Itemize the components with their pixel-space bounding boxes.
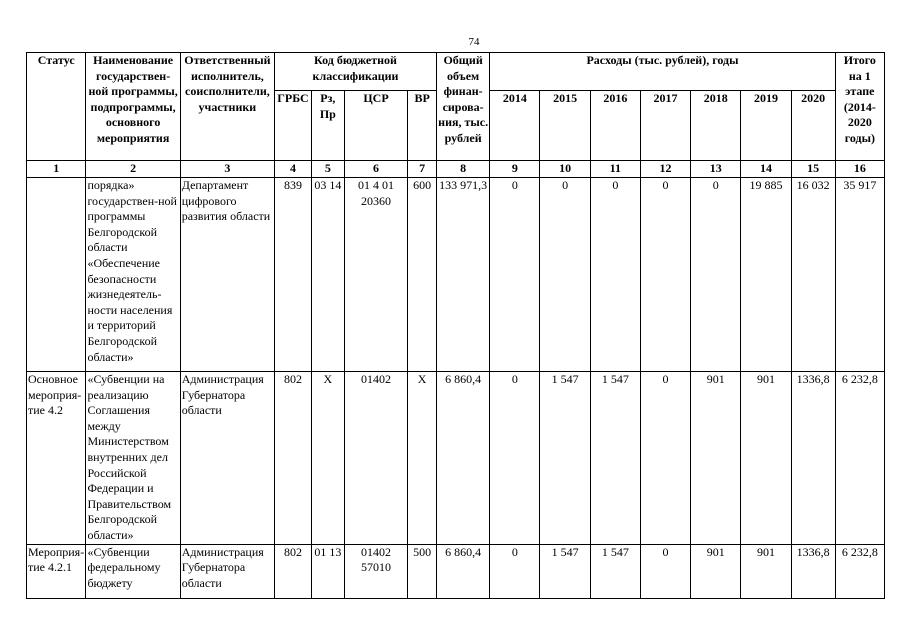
cell-year-2015: 0: [540, 178, 590, 372]
header-rz-pr: Рз, Пр: [311, 91, 344, 161]
cell-stage-total: 6 232,8: [835, 544, 884, 598]
header-vr: ВР: [408, 91, 437, 161]
cell-year-2015: 1 547: [540, 372, 590, 545]
header-year-2019: 2019: [741, 91, 791, 161]
cell-program-name: порядка» государствен-ной программы Белгородской области «Обеспечение безопасности жизнедеятель-ности населения и территорий Белгородской области»: [86, 178, 180, 372]
cell-year-2014: 0: [490, 178, 540, 372]
cell-vr: 600: [408, 178, 437, 372]
header-total: Общий объем финан-сирова-ния, тыс. рублей: [436, 53, 489, 161]
cell-vr: Х: [408, 372, 437, 545]
cell-program-name: «Субвенции на реализацию Соглашения между Министерством внутренних дел Российской Федерации и Правительством Белгородской области»: [86, 372, 180, 545]
cell-year-2019: 901: [741, 544, 791, 598]
column-number: 8: [436, 161, 489, 178]
cell-csr: 01402: [344, 372, 408, 545]
budget-table: [26, 52, 885, 599]
cell-year-2017: 0: [640, 178, 690, 372]
header-year-2016: 2016: [590, 91, 640, 161]
table-row: [27, 372, 885, 545]
table-row: [27, 178, 885, 372]
cell-rz-pr: 03 14: [311, 178, 344, 372]
cell-grbs: 839: [275, 178, 312, 372]
cell-rz-pr: 01 13: [311, 544, 344, 598]
header-stage-total: Итого на 1 этапе (2014-2020 годы): [835, 53, 884, 161]
header-expenses: Расходы (тыс. рублей), годы: [490, 53, 835, 91]
cell-year-2017: 0: [640, 372, 690, 545]
table-row: [27, 544, 885, 598]
cell-year-2019: 19 885: [741, 178, 791, 372]
column-number: 9: [490, 161, 540, 178]
header-program-name: Наименование государствен-ной программы, подпрограммы, основного мероприятия: [86, 53, 180, 161]
cell-status: Мероприя-тие 4.2.1: [27, 544, 86, 598]
cell-year-2018: 0: [691, 178, 741, 372]
cell-status: [27, 178, 86, 372]
cell-year-2020: 1336,8: [791, 372, 835, 545]
column-number: 6: [344, 161, 408, 178]
cell-year-2016: 1 547: [590, 372, 640, 545]
cell-year-2016: 0: [590, 178, 640, 372]
cell-grbs: 802: [275, 372, 312, 545]
cell-year-2018: 901: [691, 544, 741, 598]
header-grbs: ГРБС: [275, 91, 312, 161]
header-year-2014: 2014: [490, 91, 540, 161]
header-year-2018: 2018: [691, 91, 741, 161]
cell-executor: Администрация Губернатора области: [180, 544, 274, 598]
cell-year-2016: 1 547: [590, 544, 640, 598]
header-status: Статус: [27, 53, 86, 161]
cell-stage-total: 35 917: [835, 178, 884, 372]
column-number: 15: [791, 161, 835, 178]
header-budget-code: Код бюджетной классификации: [275, 53, 437, 91]
cell-year-2019: 901: [741, 372, 791, 545]
column-number: 1: [27, 161, 86, 178]
cell-status: Основное мероприя-тие 4.2: [27, 372, 86, 545]
cell-total: 6 860,4: [436, 544, 489, 598]
column-number: 13: [691, 161, 741, 178]
column-number: 5: [311, 161, 344, 178]
cell-csr: 01 4 01 20360: [344, 178, 408, 372]
cell-year-2018: 901: [691, 372, 741, 545]
cell-year-2014: 0: [490, 544, 540, 598]
cell-year-2020: 16 032: [791, 178, 835, 372]
cell-program-name: «Субвенции федеральному бюджету: [86, 544, 180, 598]
cell-executor: Департамент цифрового развития области: [180, 178, 274, 372]
cell-year-2017: 0: [640, 544, 690, 598]
column-number: 3: [180, 161, 274, 178]
column-number: 16: [835, 161, 884, 178]
column-number: 10: [540, 161, 590, 178]
cell-rz-pr: Х: [311, 372, 344, 545]
column-number-row: [27, 161, 885, 178]
cell-vr: 500: [408, 544, 437, 598]
cell-stage-total: 6 232,8: [835, 372, 884, 545]
cell-csr: 01402 57010: [344, 544, 408, 598]
cell-total: 6 860,4: [436, 372, 489, 545]
header-csr: ЦСР: [344, 91, 408, 161]
cell-grbs: 802: [275, 544, 312, 598]
cell-year-2014: 0: [490, 372, 540, 545]
header-year-2020: 2020: [791, 91, 835, 161]
header-year-2017: 2017: [640, 91, 690, 161]
column-number: 11: [590, 161, 640, 178]
column-number: 4: [275, 161, 312, 178]
table-header-row: [27, 53, 885, 91]
column-number: 2: [86, 161, 180, 178]
cell-year-2015: 1 547: [540, 544, 590, 598]
column-number: 14: [741, 161, 791, 178]
cell-executor: Администрация Губернатора области: [180, 372, 274, 545]
header-year-2015: 2015: [540, 91, 590, 161]
cell-year-2020: 1336,8: [791, 544, 835, 598]
page-number: 74: [468, 36, 480, 48]
column-number: 12: [640, 161, 690, 178]
header-executor: Ответственный исполнитель, соисполнители, участники: [180, 53, 274, 161]
cell-total: 133 971,3: [436, 178, 489, 372]
column-number: 7: [408, 161, 437, 178]
